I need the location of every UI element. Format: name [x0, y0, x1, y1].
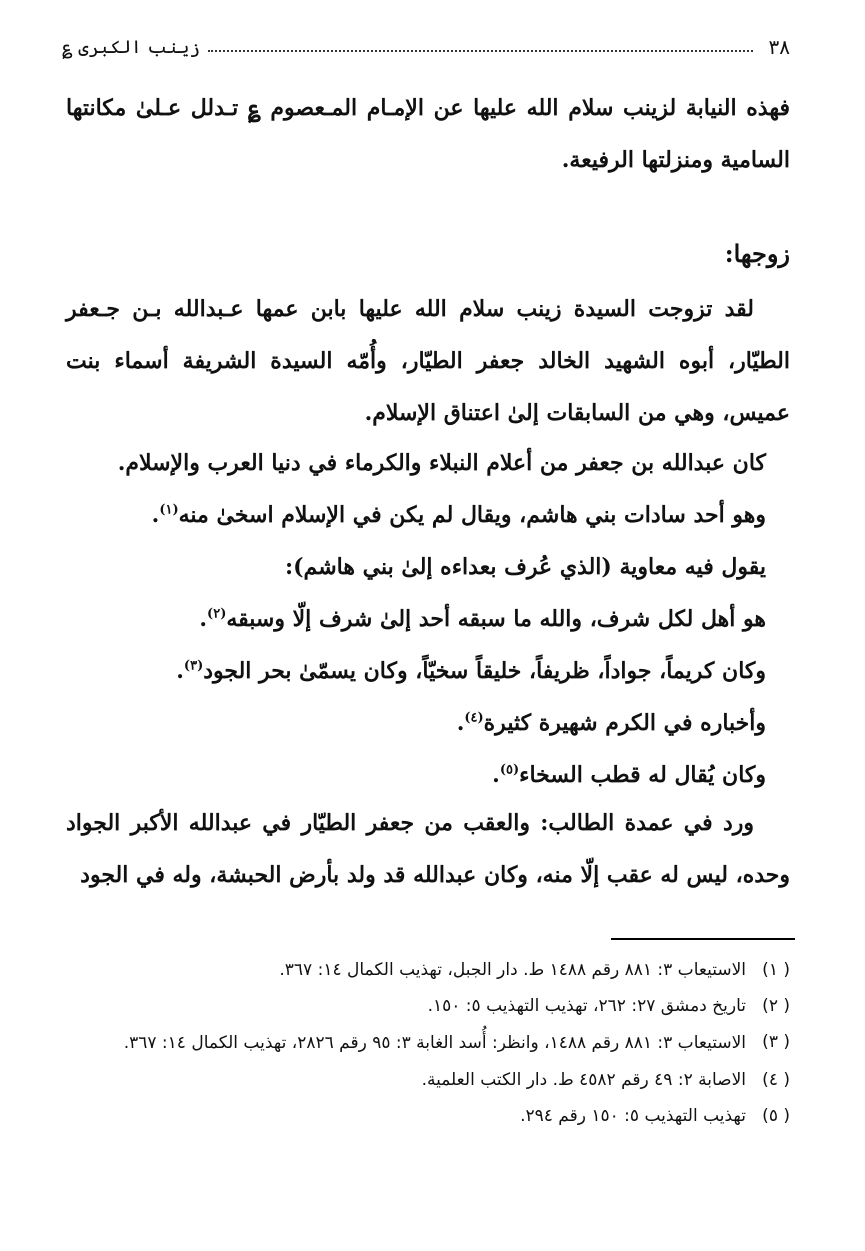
page-number: ٣٨ — [768, 35, 790, 59]
footnote — [62, 1024, 790, 1062]
footnote-ref[interactable]: (١) — [159, 502, 179, 518]
list-item: وكان كريماً، جواداً، ظريفاً، خليقاً سخيّاً، وكان يسمّىٰ بحر الجود$^{(٣)}$. — [176, 658, 766, 684]
list-item: هو أهل لكل شرف، والله ما سبقه أحد إلىٰ شرف إلّا وسبقه$^{(٢)}$. — [199, 606, 766, 632]
paragraph-lineage: ورد في عمدة الطالب: والعقب من جعفر الطيّار في عبدالله الأكبر الجواد وحده، ليس له عقب إلّا منه، وكان عبدالله قد ولد بأرض الحبشة، وله في الجود — [66, 810, 790, 888]
footnote-text: تهذيب التهذيب ٥: ١٥٠ رقم ٢٩٤. — [520, 1106, 746, 1126]
book-title: زينب الكبرى ؏ — [62, 36, 201, 58]
footnote-ref[interactable]: (٥) — [499, 762, 520, 778]
list-item: كان عبدالله بن جعفر من أعلام النبلاء والكرماء في دنيا العرب والإسلام. — [117, 450, 766, 476]
intro-paragraph: فهذه النيابة لزينب سلام الله عليها عن الإمـام المـعصوم ؏ تـدلل عـلىٰ مكانتها السامية ومنزلتها الرفيعة. — [66, 95, 790, 173]
footnote-text: الاصابة ٢: ٤٩ رقم ٤٥٨٢ ط. دار الكتب العلمية. — [421, 1070, 746, 1090]
footnote-number: ( ١) — [762, 960, 790, 980]
list-item: وهو أحد سادات بني هاشم، ويقال لم يكن في الإسلام اسخىٰ منه$^{(١)}$. — [151, 502, 766, 528]
footnote-ref[interactable]: (٢) — [207, 606, 227, 622]
footnote-text: تاريخ دمشق ٢٧: ٢٦٢، تهذيب التهذيب ٥: ١٥٠. — [427, 996, 746, 1016]
section-heading: زوجها: — [724, 239, 790, 268]
running-header — [62, 32, 790, 62]
footnote-number: ( ٥) — [762, 1106, 790, 1126]
footnote-number: ( ٣) — [762, 1032, 790, 1052]
footnotes — [62, 952, 790, 1134]
footnote — [62, 988, 790, 1024]
list-item: وكان يُقال له قطب السخاء$^{(٥)}$. — [492, 762, 766, 788]
footnote-text: الاستيعاب ٣: ٨٨١ رقم ١٤٨٨، وانظر: أُسد الغابة ٣: ٩٥ رقم ٢٨٢٦، تهذيب الكمال ١٤: ٣٦٧. — [123, 1033, 746, 1053]
list-item: وأخباره في الكرم شهيرة كثيرة$^{(٤)}$. — [456, 710, 766, 736]
footnote — [62, 952, 790, 988]
virtues-list — [66, 437, 766, 801]
footnote-text: الاستيعاب ٣: ٨٨١ رقم ١٤٨٨ ط. دار الجبل، تهذيب الكمال ١٤: ٣٦٧. — [279, 960, 746, 980]
list-item: يقول فيه معاوية (الذي عُرف بعداءه إلىٰ بني هاشم): — [285, 554, 766, 580]
footnote — [62, 1062, 790, 1098]
footnote-number: ( ٢) — [762, 996, 790, 1016]
footnote-ref[interactable]: (٤) — [464, 710, 484, 726]
footnote-ref[interactable]: (٣) — [183, 658, 204, 674]
footnote-separator — [611, 938, 795, 940]
footnote — [62, 1098, 790, 1134]
footnote-number: ( ٤) — [762, 1070, 790, 1090]
header-dotted-leader — [208, 50, 753, 52]
paragraph-marriage: لقد تزوجت السيدة زينب سلام الله عليها بابن عمها عـبدالله بـن جـعفر الطيّار، أبوه الشهيد الخالد جعفر الطيّار، وأُمّه السيدة الشريفة أسماء بنت عميس، وهي من السابقات إلىٰ اعتناق الإسلام. — [66, 296, 790, 426]
